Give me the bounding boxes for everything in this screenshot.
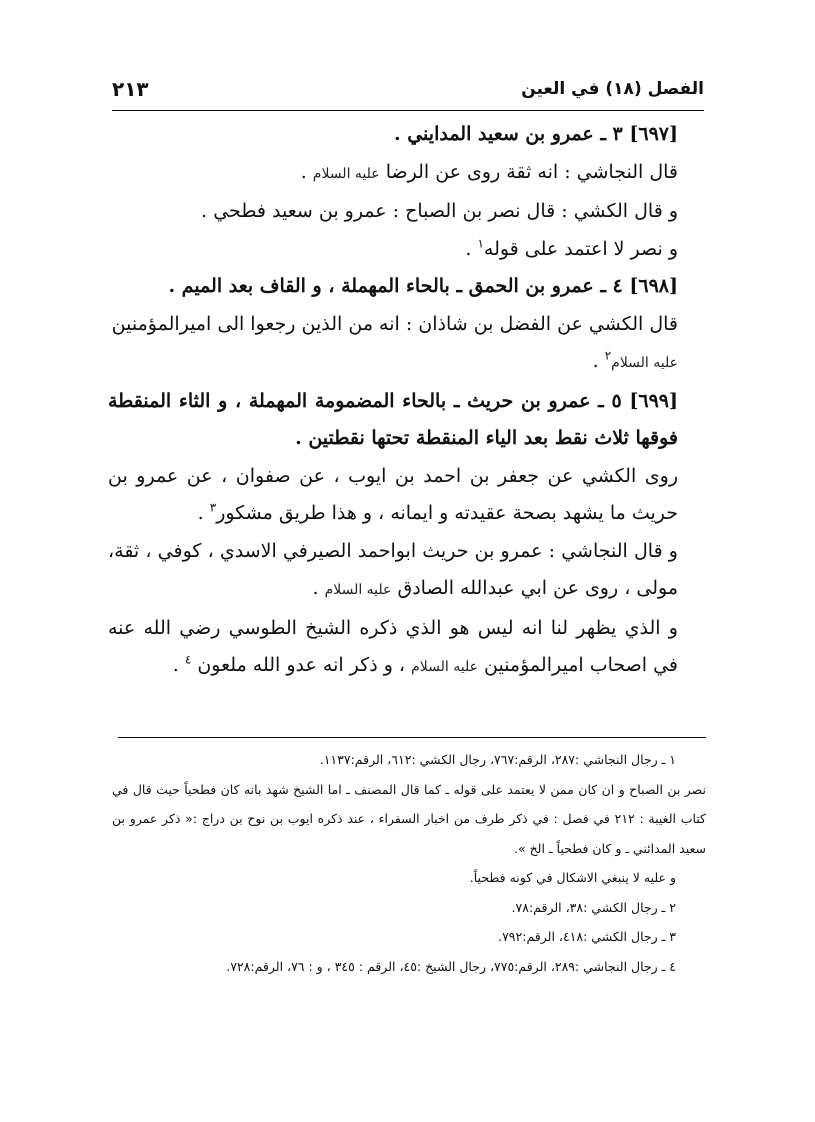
entry-698-heading: [٦٩٨] ٤ ـ عمرو بن الحمق ـ بالحاء المهملة ، و القاف بعد الميم . xyxy=(168,275,678,297)
page-header xyxy=(112,72,704,106)
honorific-glyph: عليه السلام xyxy=(411,659,478,675)
entry-697-kashshi: و قال الكشي : قال نصر بن الصباح : عمرو بن سعيد فطحي . xyxy=(201,200,678,222)
footnote-2: ٢ ـ رجال الكشي :٣٨، الرقم:٧٨. xyxy=(511,899,676,915)
chapter-title: الفصل (١٨) في العين xyxy=(521,79,704,99)
footnote-divider xyxy=(118,737,706,738)
footnote-3: ٣ ـ رجال الكشي :٤١٨، الرقم:٧٩٢. xyxy=(498,929,676,944)
page-number: ٢١٣ xyxy=(112,77,149,101)
honorific-glyph: عليه السلام xyxy=(611,355,678,371)
footnote-1-continuation: نصر بن الصباح و ان كان ممن لا يعتمد على قوله ـ كما قال المصنف ـ اما الشيخ شهد بانه كان فطحياً حيث قال في كتاب الغيبة : ٢١٢ في فصل : في ذكر طرف من اخبار السفراء ، عند ذكره ايوب بن نوح بن دراج :« ذكر عمرو بن سعيد المدائني ـ و كان فطحياً ـ الخ ». xyxy=(112,781,706,856)
footnote-4: ٤ ـ رجال النجاشي :٢٨٩، الرقم:٧٧٥، رجال الشيخ :٤٥، الرقم : ٣٤٥ ، و : ٧٦، الرقم:٧٢٨. xyxy=(226,958,676,974)
entry-699-najashi: و قال النجاشي : عمرو بن حريث ابواحمد الصيرفي الاسدي ، كوفي ، ثقة، مولى ، روى عن ابي عبدالله الصادق عليه السلام . xyxy=(108,539,678,599)
footnotes xyxy=(112,745,706,981)
entry-699-kashshi: روى الكشي عن جعفر بن احمد بن ايوب ، عن صفوان ، عن عمرو بن حريث ما يشهد بصحة عقيدته و ايمانه ، و هذا طريق مشكور$^٣$ . xyxy=(108,464,678,524)
entry-698-kashshi: قال الكشي عن الفضل بن شاذان : انه من الذين رجعوا الى اميرالمؤمنين عليه السلام$^٢$ . xyxy=(111,312,678,372)
footnote-1: ١ ـ رجال النجاشي :٢٨٧، الرقم:٧٦٧، رجال الكشي :٦١٢، الرقم:١١٣٧. xyxy=(319,752,676,767)
header-divider xyxy=(112,110,704,111)
entry-699-heading: [٦٩٩] ٥ ـ عمرو بن حريث ـ بالحاء المضمومة المهملة ، و الثاء المنقطة فوقها ثلاث نقط بعد الياء المنقطة تحتها نقطتين . xyxy=(108,389,679,449)
honorific-glyph: عليه السلام xyxy=(324,582,392,598)
main-text xyxy=(108,116,704,687)
footnote-ref: ٤ xyxy=(184,652,192,667)
footnote-ref: ٢ xyxy=(604,348,612,363)
entry-697-heading: [٦٩٧] ٣ ـ عمرو بن سعيد المدايني . xyxy=(393,123,678,145)
footnote-ref: ٣ xyxy=(209,500,217,515)
entry-697-nasr: و نصر لا اعتمد على قوله$^١$ . xyxy=(465,236,678,260)
footnote-ref: ١ xyxy=(477,236,484,251)
entry-699-remark: و الذي يظهر لنا انه ليس هو الذي ذكره الشيخ الطوسي رضي الله عنه في اصحاب اميرالمؤمنين عليه السلام ، و ذكر انه عدو الله ملعون $^٤$ . xyxy=(108,616,678,676)
honorific-glyph: عليه السلام xyxy=(312,165,380,182)
entry-697-najashi: قال النجاشي : انه ثقة روى عن الرضا عليه السلام . xyxy=(300,160,678,183)
footnote-1-note: و عليه لا ينبغي الاشكال في كونه فطحياً. xyxy=(469,870,676,885)
